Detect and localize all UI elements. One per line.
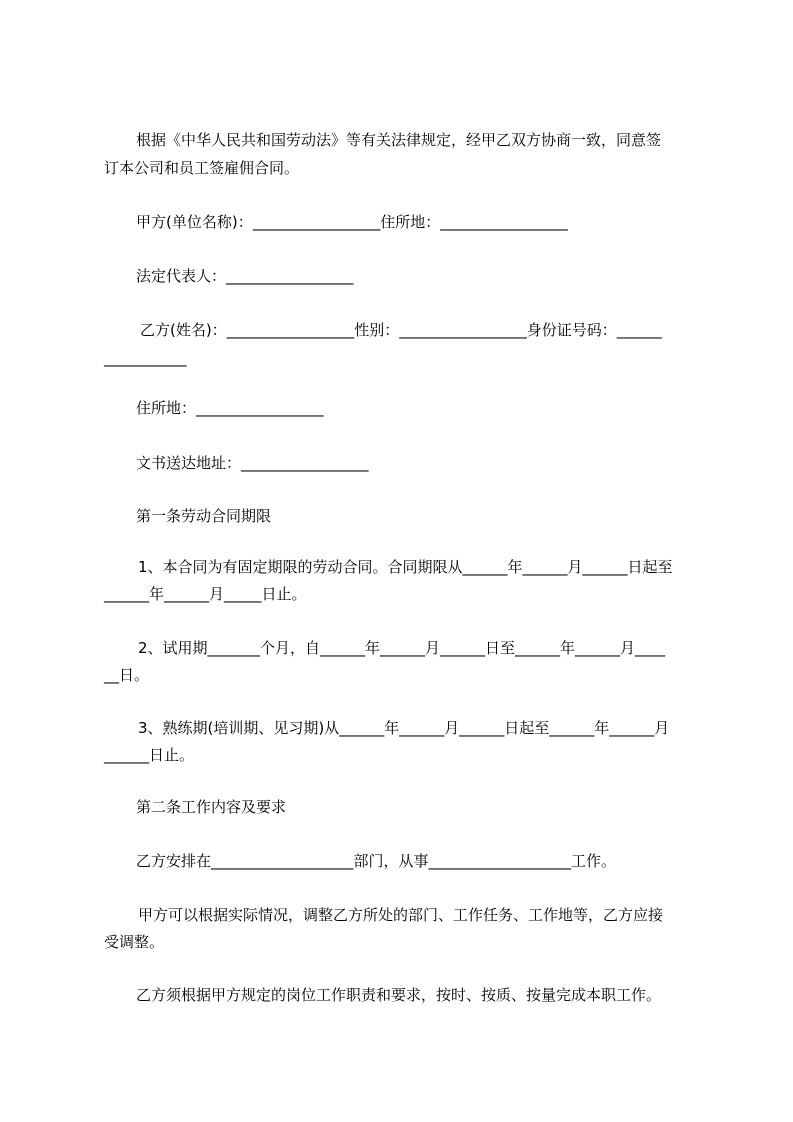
term-clause-3-line-1: 3、熟练期(培训期、见习期)从______年______月______日起至______年______月: [138, 719, 670, 737]
adjustment-line-1: 甲方可以根据实际情况，调整乙方所处的部门、工作任务、工作地等，乙方应接: [138, 906, 664, 924]
party-a-line: 甲方(单位名称)：_________________住所地：_________________: [136, 213, 568, 231]
adjustment-line-2: 受调整。: [104, 933, 165, 951]
service-address-line: 文书送达地址：_________________: [136, 454, 369, 472]
term-clause-2-line-1: 2、试用期_______个月，自______年______月______日至______年______月____: [138, 639, 666, 657]
intro-line-2: 订本公司和员工签雇佣合同。: [104, 159, 300, 177]
job-assignment-line: 乙方安排在___________________部门，从事___________________工作。: [136, 852, 617, 870]
duty-line: 乙方须根据甲方规定的岗位工作职责和要求，按时、按质、按量完成本职工作。: [136, 986, 662, 1004]
address-line: 住所地：_________________: [136, 399, 324, 417]
party-b-line-2: ___________: [104, 349, 187, 367]
intro-line-1: 根据《中华人民共和国劳动法》等有关法律规定，经甲乙双方协商一致，同意签: [136, 131, 662, 149]
party-b-line-1: 乙方(姓名)：_________________性别：_________________身份证号码：______: [140, 321, 662, 339]
term-clause-3-line-2: ______日止。: [104, 746, 195, 764]
term-clause-1-line-2: ______年______月_____日止。: [104, 585, 307, 603]
term-clause-1-line-1: 1、本合同为有固定期限的劳动合同。合同期限从______年______月______日起至: [138, 558, 673, 576]
term-clause-2-line-2: __日。: [104, 666, 150, 684]
article-2-heading: 第二条工作内容及要求: [136, 798, 287, 816]
article-1-heading: 第一条劳动合同期限: [136, 507, 272, 525]
legal-rep-line: 法定代表人：_________________: [136, 267, 354, 285]
